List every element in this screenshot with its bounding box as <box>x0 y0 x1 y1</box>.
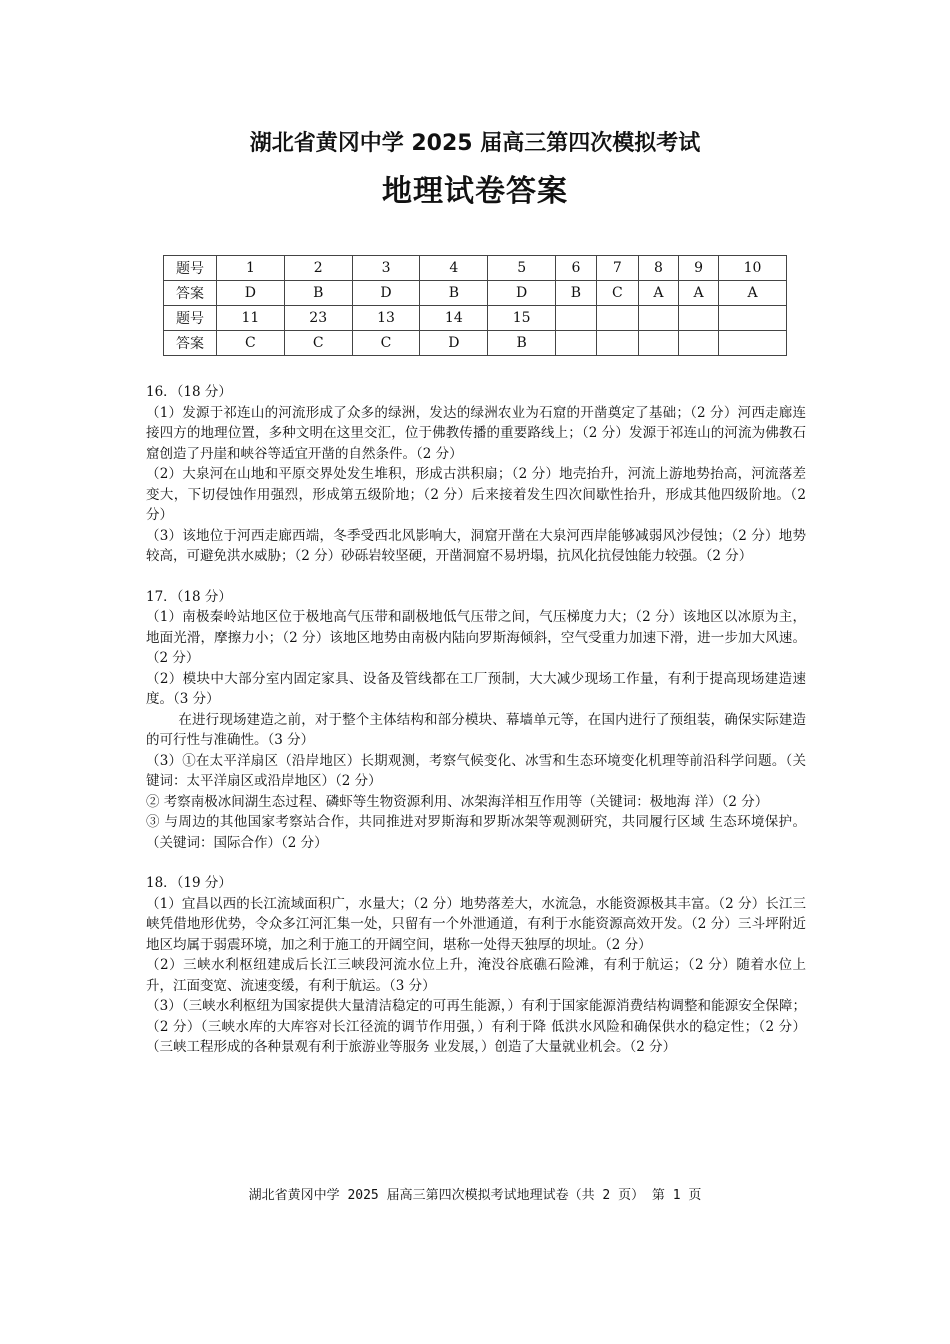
exam-title: 湖北省黄冈中学 2025 届高三第四次模拟考试 <box>249 131 701 156</box>
table-cell <box>596 306 638 331</box>
table-cell: B <box>284 281 352 306</box>
page-footer: 湖北省黄冈中学 2025 届高三第四次模拟考试地理试卷（共 2 页） 第 1 页 <box>248 1188 702 1203</box>
table-cell: C <box>217 331 285 356</box>
table-cell: D <box>420 331 488 356</box>
table-row <box>164 331 787 356</box>
answer-sheet-title: 地理试卷答案 <box>382 174 568 209</box>
table-cell: B <box>556 281 597 306</box>
table-cell: 题号 <box>164 306 217 331</box>
table-cell: 1 <box>217 256 285 281</box>
answer-paragraph: （1）宜昌以西的长江流域面积广，水量大；（2 分）地势落差大，水流急，水能资源极其丰富。（2 分）长江三峡凭借地形优势，令众多江河汇集一处，只留有一个外泄通道，有利于水能资源高效开发。（2 分）三斗坪附近地区均属于弱震环境，加之利于施工的开阔空间，堪称一处得天独厚的坝址。（2 分） <box>146 895 806 953</box>
table-cell: D <box>352 281 420 306</box>
answer-body <box>146 382 806 1058</box>
table-cell: 7 <box>596 256 638 281</box>
table-cell: C <box>596 281 638 306</box>
table-cell <box>719 306 787 331</box>
table-cell: 8 <box>638 256 678 281</box>
question-heading: 17．（18 分） <box>146 588 232 605</box>
table-cell: 题号 <box>164 256 217 281</box>
table-cell <box>638 331 678 356</box>
question-heading: 18．（19 分） <box>146 875 232 891</box>
table-cell: 10 <box>719 256 787 281</box>
table-cell: B <box>420 281 488 306</box>
table-cell: 14 <box>420 306 488 331</box>
question-18 <box>146 873 806 1058</box>
table-cell: 2 <box>284 256 352 281</box>
answer-paragraph: （2）模块中大部分室内固定家具、设备及管线都在工厂预制，大大减少现场工作量，有利于提高现场建造速度。（3 分） <box>146 670 806 707</box>
answer-paragraph: （3）（三峡水利枢纽为国家提供大量清洁稳定的可再生能源，）有利于国家能源消费结构调整和能源安全保障；（2 分）（三峡水库的大库容对长江径流的调节作用强，）有利于降 低洪水风险和确保供水的稳定性；（2 分）（三峡工程形成的各种景观有利于旅游业等服务 业发展，）创造了大量就业机会。（2 分） <box>146 998 806 1055</box>
table-cell: D <box>217 281 285 306</box>
table-cell <box>719 331 787 356</box>
table-cell <box>679 306 719 331</box>
table-cell <box>556 306 597 331</box>
answer-paragraph: （3）该地位于河西走廊西端，冬季受西北风影响大，洞窟开凿在大泉河西岸能够减弱风沙侵蚀；（2 分）地势较高，可避免洪水威胁；（2 分）砂砾岩较坚硬，开凿洞窟不易坍塌，抗风化抗侵蚀能力较强。（2 分） <box>146 527 806 564</box>
answer-paragraph: 在进行现场建造之前，对于整个主体结构和部分模块、幕墙单元等，在国内进行了预组装，确保实际建造的可行性与准确性。（3 分） <box>146 711 806 748</box>
table-cell <box>638 306 678 331</box>
table-cell: 13 <box>352 306 420 331</box>
table-cell: 答案 <box>164 281 217 306</box>
question-17 <box>146 587 806 854</box>
answer-paragraph: （3）①在太平洋扇区（沿岸地区）长期观测，考察气候变化、冰雪和生态环境变化机理等前沿科学问题。（关键词：太平洋扇区或沿岸地区）（2 分） <box>146 752 806 789</box>
table-cell: C <box>352 331 420 356</box>
table-row <box>164 306 787 331</box>
answer-table <box>163 255 787 356</box>
table-cell: 23 <box>284 306 352 331</box>
answer-paragraph: （2）三峡水利枢纽建成后长江三峡段河流水位上升，淹没谷底礁石险滩，有利于航运；（2 分）随着水位上升，江面变宽、流速变缓，有利于航运。（3 分） <box>146 957 806 994</box>
question-16 <box>146 382 806 567</box>
answer-paragraph: ② 考察南极冰间湖生态过程、磷虾等生物资源利用、冰架海洋相互作用等（关键词：极地海 洋）（2 分） <box>146 793 769 810</box>
table-cell: A <box>679 281 719 306</box>
table-cell: 15 <box>488 306 556 331</box>
answer-paragraph: （2）大泉河在山地和平原交界处发生堆积，形成古洪积扇；（2 分）地壳抬升，河流上游地势抬高，河流落差变大，下切侵蚀作用强烈，形成第五级阶地；（2 分）后来接着发生四次间歇性抬升，形成其他四级阶地。（2 分） <box>146 466 806 523</box>
table-cell: 6 <box>556 256 597 281</box>
table-cell <box>556 331 597 356</box>
table-cell <box>679 331 719 356</box>
answer-paragraph: ③ 与周边的其他国家考察站合作，共同推进对罗斯海和罗斯冰架等观测研究，共同履行区域 生态环境保护。（关键词：国际合作）（2 分） <box>146 814 806 851</box>
table-cell: A <box>719 281 787 306</box>
table-cell: A <box>638 281 678 306</box>
table-cell: 9 <box>679 256 719 281</box>
table-cell: B <box>488 331 556 356</box>
answer-paragraph: （1）南极秦岭站地区位于极地高气压带和副极地低气压带之间，气压梯度力大；（2 分）该地区以冰原为主，地面光滑，摩擦力小；（2 分）该地区地势由南极内陆向罗斯海倾斜，空气受重力加速下滑，进一步加大风速。（2 分） <box>146 609 806 666</box>
table-cell: D <box>488 281 556 306</box>
question-heading: 16．（18 分） <box>146 384 232 400</box>
table-cell <box>596 331 638 356</box>
table-cell: C <box>284 331 352 356</box>
answer-paragraph: （1）发源于祁连山的河流形成了众多的绿洲，发达的绿洲农业为石窟的开凿奠定了基础；（2 分）河西走廊连接四方的地理位置，多种文明在这里交汇，位于佛教传播的重要路线上；（2 分）发源于祁连山的河流为佛教石窟创造了丹崖和峡谷等适宜开凿的自然条件。（2 分） <box>146 404 806 462</box>
table-cell: 11 <box>217 306 285 331</box>
table-cell: 4 <box>420 256 488 281</box>
table-cell: 5 <box>488 256 556 281</box>
table-row <box>164 256 787 281</box>
table-cell: 答案 <box>164 331 217 356</box>
table-cell: 3 <box>352 256 420 281</box>
table-row <box>164 281 787 306</box>
